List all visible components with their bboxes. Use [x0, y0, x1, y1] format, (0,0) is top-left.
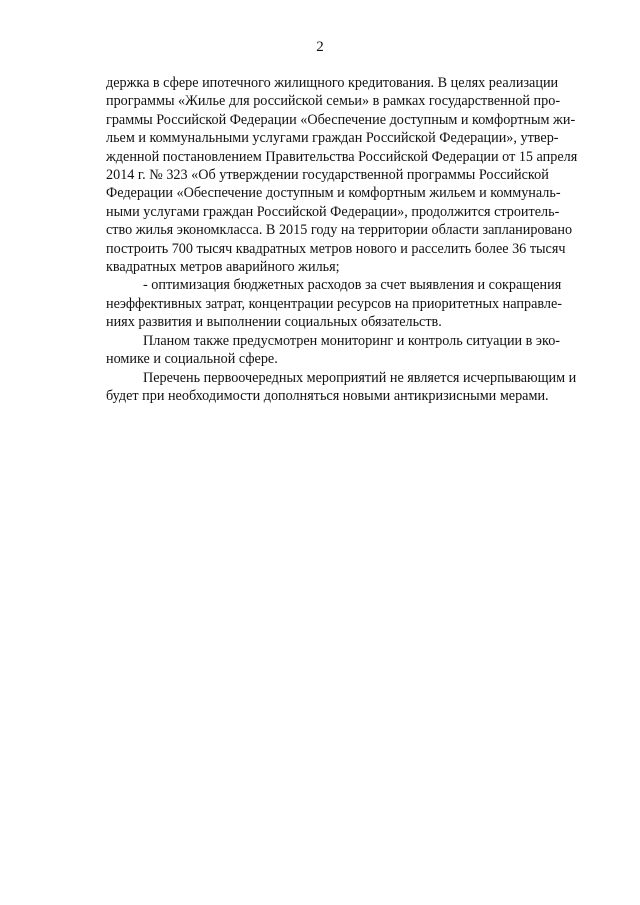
- text-line: Планом также предусмотрен мониторинг и контроль ситуации в эко-: [143, 332, 561, 349]
- text-line: ство жилья экономкласса. В 2015 году на территории области запланировано: [106, 222, 573, 239]
- paragraph-monitoring: [106, 332, 561, 369]
- text-line: программы «Жилье для российской семьи» в рамках государственной про-: [106, 93, 561, 110]
- text-line: - оптимизация бюджетных расходов за счет выявления и сокращения: [143, 277, 562, 294]
- paragraph-measures-list: [106, 369, 577, 406]
- text-line: граммы Российской Федерации «Обеспечение доступным и комфортным жи-: [106, 111, 576, 128]
- text-line: держка в сфере ипотечного жилищного кредитования. В целях реализации: [106, 75, 559, 91]
- body-text: [106, 74, 578, 405]
- text-line: ными услугами граждан Российской Федерации», продолжится строитель-: [106, 203, 560, 220]
- paragraph-housing-program: [106, 74, 578, 276]
- text-line: номике и социальной сфере.: [106, 351, 278, 368]
- text-line: ниях развития и выполнении социальных обязательств.: [106, 314, 442, 331]
- paragraph-budget-optimization: [106, 276, 562, 331]
- text-line: будет при необходимости дополняться новыми антикризисными мерами.: [106, 387, 549, 404]
- page-number: 2: [316, 39, 324, 55]
- text-line: 2014 г. № 323 «Об утверждении государственной программы Российской: [106, 167, 549, 184]
- text-line: Перечень первоочередных мероприятий не является исчерпывающим и: [143, 369, 577, 386]
- text-line: льем и коммунальными услугами граждан Российской Федерации», утвер-: [106, 130, 559, 147]
- text-line: Федерации «Обеспечение доступным и комфортным жильем и коммуналь-: [106, 185, 561, 202]
- text-line: построить 700 тысяч квадратных метров нового и расселить более 36 тысяч: [106, 240, 566, 257]
- text-line: жденной постановлением Правительства Российской Федерации от 15 апреля: [106, 148, 578, 165]
- text-line: неэффективных затрат, концентрации ресурсов на приоритетных направле-: [106, 295, 562, 312]
- text-line: квадратных метров аварийного жилья;: [106, 259, 340, 276]
